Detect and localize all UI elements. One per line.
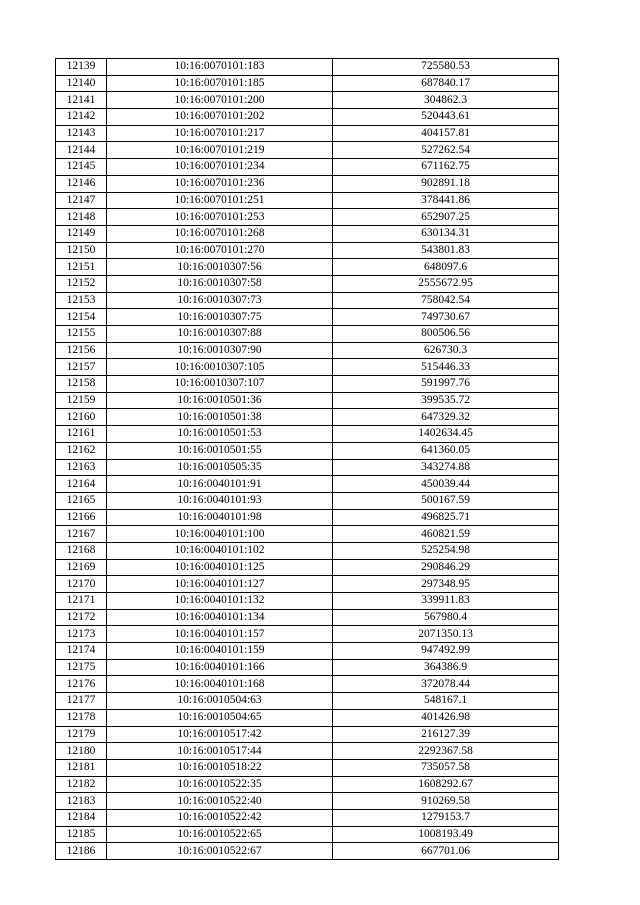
- cadastral-number-cell: 10:16:0070101:268: [107, 225, 333, 242]
- cadastral-number-cell: 10:16:0010501:53: [107, 426, 333, 443]
- cadastral-number-cell: 10:16:0040101:157: [107, 626, 333, 643]
- cadastral-number-cell: 10:16:0010517:42: [107, 726, 333, 743]
- table-row: [56, 826, 559, 843]
- row-number-cell: 12148: [56, 209, 107, 226]
- row-number-cell: 12153: [56, 292, 107, 309]
- row-number-cell: 12142: [56, 109, 107, 126]
- value-cell: 647329.32: [333, 409, 559, 426]
- table-row: [56, 359, 559, 376]
- cadastral-number-cell: 10:16:0040101:102: [107, 542, 333, 559]
- cadastral-number-cell: 10:16:0070101:270: [107, 242, 333, 259]
- value-cell: 1008193.49: [333, 826, 559, 843]
- table-row: [56, 225, 559, 242]
- table-row: [56, 542, 559, 559]
- row-number-cell: 12172: [56, 609, 107, 626]
- cadastral-number-cell: 10:16:0010501:36: [107, 392, 333, 409]
- value-cell: 496825.71: [333, 509, 559, 526]
- row-number-cell: 12175: [56, 659, 107, 676]
- cadastral-number-cell: 10:16:0040101:98: [107, 509, 333, 526]
- value-cell: 525254.98: [333, 542, 559, 559]
- cadastral-number-cell: 10:16:0010522:35: [107, 776, 333, 793]
- row-number-cell: 12147: [56, 192, 107, 209]
- table-row: [56, 292, 559, 309]
- cadastral-number-cell: 10:16:0010307:75: [107, 309, 333, 326]
- row-number-cell: 12156: [56, 342, 107, 359]
- table-row: [56, 376, 559, 393]
- cadastral-number-cell: 10:16:0040101:166: [107, 659, 333, 676]
- cadastral-number-cell: 10:16:0040101:93: [107, 492, 333, 509]
- row-number-cell: 12140: [56, 75, 107, 92]
- row-number-cell: 12177: [56, 693, 107, 710]
- row-number-cell: 12182: [56, 776, 107, 793]
- row-number-cell: 12144: [56, 142, 107, 159]
- cadastral-number-cell: 10:16:0070101:236: [107, 175, 333, 192]
- cadastral-number-cell: 10:16:0010307:56: [107, 259, 333, 276]
- table-row: [56, 442, 559, 459]
- cadastral-number-cell: 10:16:0070101:217: [107, 125, 333, 142]
- table-row: [56, 159, 559, 176]
- table-body: [56, 59, 559, 860]
- value-cell: 500167.59: [333, 492, 559, 509]
- row-number-cell: 12164: [56, 476, 107, 493]
- row-number-cell: 12145: [56, 159, 107, 176]
- table-row: [56, 92, 559, 109]
- row-number-cell: 12143: [56, 125, 107, 142]
- cadastral-number-cell: 10:16:0040101:132: [107, 593, 333, 610]
- cadastral-number-cell: 10:16:0070101:253: [107, 209, 333, 226]
- row-number-cell: 12162: [56, 442, 107, 459]
- cadastral-number-cell: 10:16:0010518:22: [107, 759, 333, 776]
- row-number-cell: 12173: [56, 626, 107, 643]
- table-row: [56, 559, 559, 576]
- row-number-cell: 12149: [56, 225, 107, 242]
- table-row: [56, 209, 559, 226]
- table-row: [56, 626, 559, 643]
- row-number-cell: 12176: [56, 676, 107, 693]
- table-row: [56, 259, 559, 276]
- value-cell: 216127.39: [333, 726, 559, 743]
- table-row: [56, 576, 559, 593]
- cadastral-number-cell: 10:16:0070101:185: [107, 75, 333, 92]
- value-cell: 591997.76: [333, 376, 559, 393]
- row-number-cell: 12169: [56, 559, 107, 576]
- value-cell: 2071350.13: [333, 626, 559, 643]
- table-row: [56, 492, 559, 509]
- value-cell: 910269.58: [333, 793, 559, 810]
- cadastral-number-cell: 10:16:0040101:168: [107, 676, 333, 693]
- value-cell: 2292367.58: [333, 743, 559, 760]
- value-cell: 1608292.67: [333, 776, 559, 793]
- value-cell: 520443.61: [333, 109, 559, 126]
- row-number-cell: 12150: [56, 242, 107, 259]
- cadastral-number-cell: 10:16:0070101:219: [107, 142, 333, 159]
- cadastral-number-cell: 10:16:0010307:107: [107, 376, 333, 393]
- cadastral-number-cell: 10:16:0040101:159: [107, 643, 333, 660]
- cadastral-number-cell: 10:16:0040101:134: [107, 609, 333, 626]
- cadastral-number-cell: 10:16:0010307:58: [107, 275, 333, 292]
- table-row: [56, 175, 559, 192]
- value-cell: 404157.81: [333, 125, 559, 142]
- value-cell: 1279153.7: [333, 809, 559, 826]
- row-number-cell: 12183: [56, 793, 107, 810]
- row-number-cell: 12154: [56, 309, 107, 326]
- row-number-cell: 12178: [56, 709, 107, 726]
- table-row: [56, 192, 559, 209]
- table-row: [56, 242, 559, 259]
- value-cell: 399535.72: [333, 392, 559, 409]
- table-row: [56, 426, 559, 443]
- table-row: [56, 776, 559, 793]
- cadastral-number-cell: 10:16:0010504:65: [107, 709, 333, 726]
- cadastral-number-cell: 10:16:0010522:65: [107, 826, 333, 843]
- row-number-cell: 12174: [56, 643, 107, 660]
- row-number-cell: 12179: [56, 726, 107, 743]
- value-cell: 749730.67: [333, 309, 559, 326]
- value-cell: 372078.44: [333, 676, 559, 693]
- value-cell: 460821.59: [333, 526, 559, 543]
- table-row: [56, 526, 559, 543]
- cadastral-number-cell: 10:16:0010522:42: [107, 809, 333, 826]
- table-row: [56, 326, 559, 343]
- row-number-cell: 12155: [56, 326, 107, 343]
- cadastral-number-cell: 10:16:0040101:91: [107, 476, 333, 493]
- table-row: [56, 392, 559, 409]
- value-cell: 671162.75: [333, 159, 559, 176]
- row-number-cell: 12167: [56, 526, 107, 543]
- value-cell: 515446.33: [333, 359, 559, 376]
- table-row: [56, 643, 559, 660]
- value-cell: 630134.31: [333, 225, 559, 242]
- value-cell: 378441.86: [333, 192, 559, 209]
- row-number-cell: 12181: [56, 759, 107, 776]
- table-row: [56, 759, 559, 776]
- table-row: [56, 275, 559, 292]
- cadastral-number-cell: 10:16:0070101:234: [107, 159, 333, 176]
- cadastral-number-cell: 10:16:0010505:35: [107, 459, 333, 476]
- cadastral-number-cell: 10:16:0070101:183: [107, 59, 333, 76]
- value-cell: 567980.4: [333, 609, 559, 626]
- value-cell: 641360.05: [333, 442, 559, 459]
- data-table: [55, 58, 559, 860]
- cadastral-number-cell: 10:16:0010522:40: [107, 793, 333, 810]
- value-cell: 343274.88: [333, 459, 559, 476]
- row-number-cell: 12163: [56, 459, 107, 476]
- row-number-cell: 12141: [56, 92, 107, 109]
- cadastral-number-cell: 10:16:0010307:90: [107, 342, 333, 359]
- row-number-cell: 12168: [56, 542, 107, 559]
- row-number-cell: 12159: [56, 392, 107, 409]
- cadastral-number-cell: 10:16:0040101:127: [107, 576, 333, 593]
- value-cell: 290846.29: [333, 559, 559, 576]
- cadastral-number-cell: 10:16:0070101:251: [107, 192, 333, 209]
- value-cell: 1402634.45: [333, 426, 559, 443]
- table-row: [56, 476, 559, 493]
- value-cell: 648097.6: [333, 259, 559, 276]
- table-row: [56, 693, 559, 710]
- value-cell: 2555672.95: [333, 275, 559, 292]
- value-cell: 527262.54: [333, 142, 559, 159]
- table-row: [56, 809, 559, 826]
- value-cell: 450039.44: [333, 476, 559, 493]
- table-row: [56, 109, 559, 126]
- table-row: [56, 593, 559, 610]
- value-cell: 902891.18: [333, 175, 559, 192]
- row-number-cell: 12152: [56, 275, 107, 292]
- row-number-cell: 12184: [56, 809, 107, 826]
- table-row: [56, 142, 559, 159]
- value-cell: 667701.06: [333, 843, 559, 860]
- row-number-cell: 12160: [56, 409, 107, 426]
- row-number-cell: 12170: [56, 576, 107, 593]
- value-cell: 548167.1: [333, 693, 559, 710]
- table-row: [56, 676, 559, 693]
- cadastral-number-cell: 10:16:0010307:105: [107, 359, 333, 376]
- table-row: [56, 609, 559, 626]
- value-cell: 304862.3: [333, 92, 559, 109]
- table-row: [56, 726, 559, 743]
- value-cell: 800506.56: [333, 326, 559, 343]
- row-number-cell: 12146: [56, 175, 107, 192]
- cadastral-number-cell: 10:16:0010517:44: [107, 743, 333, 760]
- table-row: [56, 125, 559, 142]
- value-cell: 364386.9: [333, 659, 559, 676]
- row-number-cell: 12151: [56, 259, 107, 276]
- cadastral-number-cell: 10:16:0010307:88: [107, 326, 333, 343]
- cadastral-number-cell: 10:16:0070101:202: [107, 109, 333, 126]
- row-number-cell: 12165: [56, 492, 107, 509]
- table-row: [56, 59, 559, 76]
- table-row: [56, 709, 559, 726]
- value-cell: 735057.58: [333, 759, 559, 776]
- value-cell: 339911.83: [333, 593, 559, 610]
- value-cell: 652907.25: [333, 209, 559, 226]
- cadastral-number-cell: 10:16:0010504:63: [107, 693, 333, 710]
- value-cell: 947492.99: [333, 643, 559, 660]
- row-number-cell: 12185: [56, 826, 107, 843]
- table-row: [56, 843, 559, 860]
- cadastral-number-cell: 10:16:0010501:38: [107, 409, 333, 426]
- cadastral-number-cell: 10:16:0010522:67: [107, 843, 333, 860]
- cadastral-number-cell: 10:16:0040101:125: [107, 559, 333, 576]
- value-cell: 297348.95: [333, 576, 559, 593]
- cadastral-number-cell: 10:16:0010307:73: [107, 292, 333, 309]
- value-cell: 401426.98: [333, 709, 559, 726]
- row-number-cell: 12180: [56, 743, 107, 760]
- table-row: [56, 309, 559, 326]
- value-cell: 626730.3: [333, 342, 559, 359]
- row-number-cell: 12158: [56, 376, 107, 393]
- row-number-cell: 12186: [56, 843, 107, 860]
- table-row: [56, 459, 559, 476]
- table-row: [56, 409, 559, 426]
- row-number-cell: 12166: [56, 509, 107, 526]
- table-row: [56, 75, 559, 92]
- table-row: [56, 509, 559, 526]
- row-number-cell: 12157: [56, 359, 107, 376]
- table-row: [56, 342, 559, 359]
- table-row: [56, 743, 559, 760]
- cadastral-number-cell: 10:16:0070101:200: [107, 92, 333, 109]
- table-row: [56, 793, 559, 810]
- row-number-cell: 12171: [56, 593, 107, 610]
- value-cell: 687840.17: [333, 75, 559, 92]
- row-number-cell: 12161: [56, 426, 107, 443]
- value-cell: 725580.53: [333, 59, 559, 76]
- row-number-cell: 12139: [56, 59, 107, 76]
- value-cell: 758042.54: [333, 292, 559, 309]
- cadastral-number-cell: 10:16:0040101:100: [107, 526, 333, 543]
- cadastral-number-cell: 10:16:0010501:55: [107, 442, 333, 459]
- value-cell: 543801.83: [333, 242, 559, 259]
- table-row: [56, 659, 559, 676]
